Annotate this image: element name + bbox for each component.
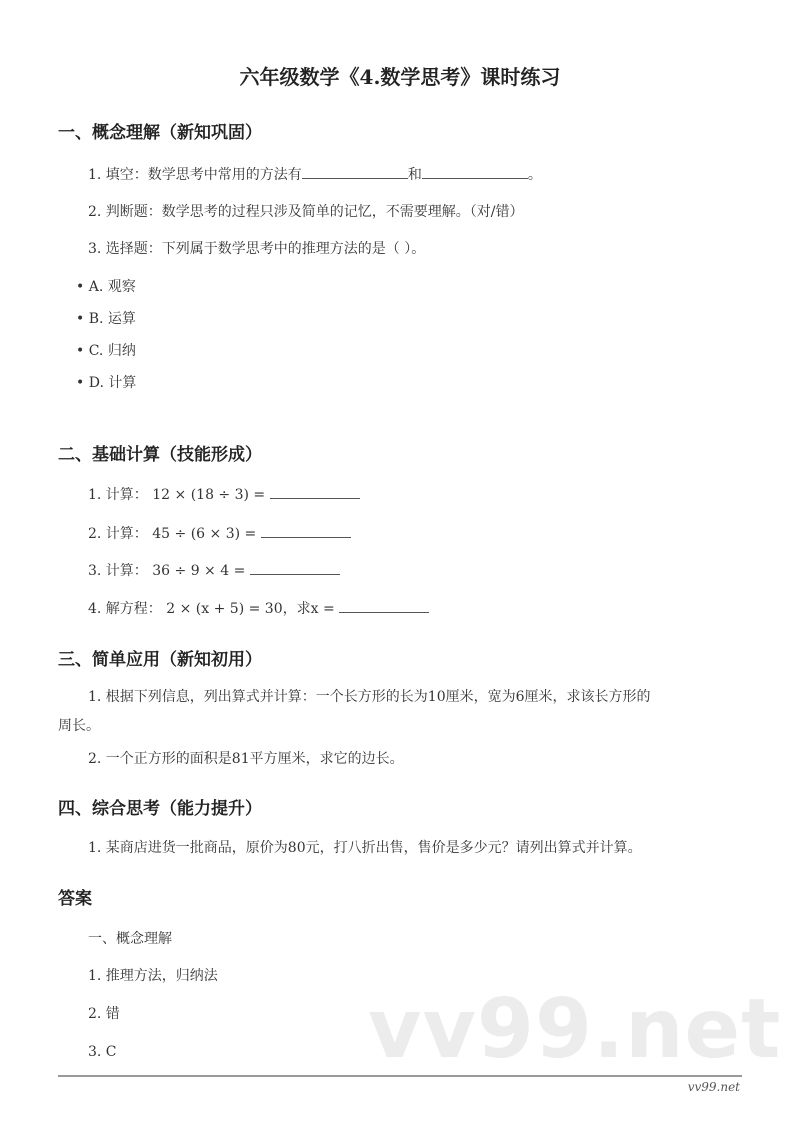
option-a: • A. 观察 xyxy=(76,279,136,295)
calc-item-1 xyxy=(88,484,360,505)
question-text: 。 xyxy=(527,167,542,183)
watermark: vv99.net xyxy=(368,982,782,1077)
answer-blank[interactable] xyxy=(339,598,429,613)
option-d: • D. 计算 xyxy=(76,375,137,391)
option-label: C. 归纳 xyxy=(88,343,136,359)
calc-item-4 xyxy=(88,598,429,619)
calc-text: 3. 计算： 36 ÷ 9 × 4 = xyxy=(88,563,246,579)
answer-item-3: 3. C xyxy=(88,1044,117,1060)
option-b: • B. 运算 xyxy=(76,311,136,327)
comprehensive-1: 1. 某商店进货一批商品，原价为80元，打八折出售，售价是多少元？请列出算式并计算。 xyxy=(88,840,642,856)
section-heading-3: 三、简单应用（新知初用） xyxy=(58,650,262,670)
question-text: 和 xyxy=(407,167,422,183)
question-1-3: 3. 选择题：下列属于数学思考中的推理方法的是（ ）。 xyxy=(88,241,426,257)
option-label: A. 观察 xyxy=(88,279,136,295)
section-heading-2: 二、基础计算（技能形成） xyxy=(58,445,262,465)
question-text: 1. 填空：数学思考中常用的方法有 xyxy=(88,167,302,183)
section-heading-1: 一、概念理解（新知巩固） xyxy=(58,123,262,143)
calc-item-3 xyxy=(88,560,340,581)
footer-divider xyxy=(58,1075,742,1077)
calc-text: 2. 计算： 45 ÷ (6 × 3) = xyxy=(88,526,257,542)
answer-blank[interactable] xyxy=(261,523,351,538)
answers-subheading: 一、概念理解 xyxy=(88,931,172,947)
calc-text: 1. 计算： 12 × (18 ÷ 3) = xyxy=(88,487,266,503)
section-heading-4: 四、综合思考（能力提升） xyxy=(58,799,262,819)
calc-item-2 xyxy=(88,523,351,544)
application-1-line1: 1. 根据下列信息，列出算式并计算：一个长方形的长为10厘米，宽为6厘米，求该长方形的 xyxy=(88,689,651,705)
option-c: • C. 归纳 xyxy=(76,343,136,359)
answer-blank[interactable] xyxy=(270,484,360,499)
question-1-1 xyxy=(88,164,542,185)
answer-item-2: 2. 错 xyxy=(88,1006,120,1022)
option-label: B. 运算 xyxy=(88,311,136,327)
answer-blank[interactable] xyxy=(250,560,340,575)
answer-blank[interactable] xyxy=(422,164,528,179)
option-label: D. 计算 xyxy=(88,375,137,391)
answers-heading: 答案 xyxy=(58,889,92,909)
application-1-line2: 周长。 xyxy=(58,718,100,734)
page-title: 六年级数学《4.数学思考》课时练习 xyxy=(239,65,561,89)
footer-text: vv99.net xyxy=(687,1080,740,1094)
calc-text: 4. 解方程： 2 × (x + 5) = 30，求x = xyxy=(88,601,335,617)
question-1-2: 2. 判断题：数学思考的过程只涉及简单的记忆，不需要理解。（对/错） xyxy=(88,204,524,220)
answer-blank[interactable] xyxy=(302,164,408,179)
application-2: 2. 一个正方形的面积是81平方厘米，求它的边长。 xyxy=(88,751,404,767)
answer-item-1: 1. 推理方法，归纳法 xyxy=(88,968,218,984)
